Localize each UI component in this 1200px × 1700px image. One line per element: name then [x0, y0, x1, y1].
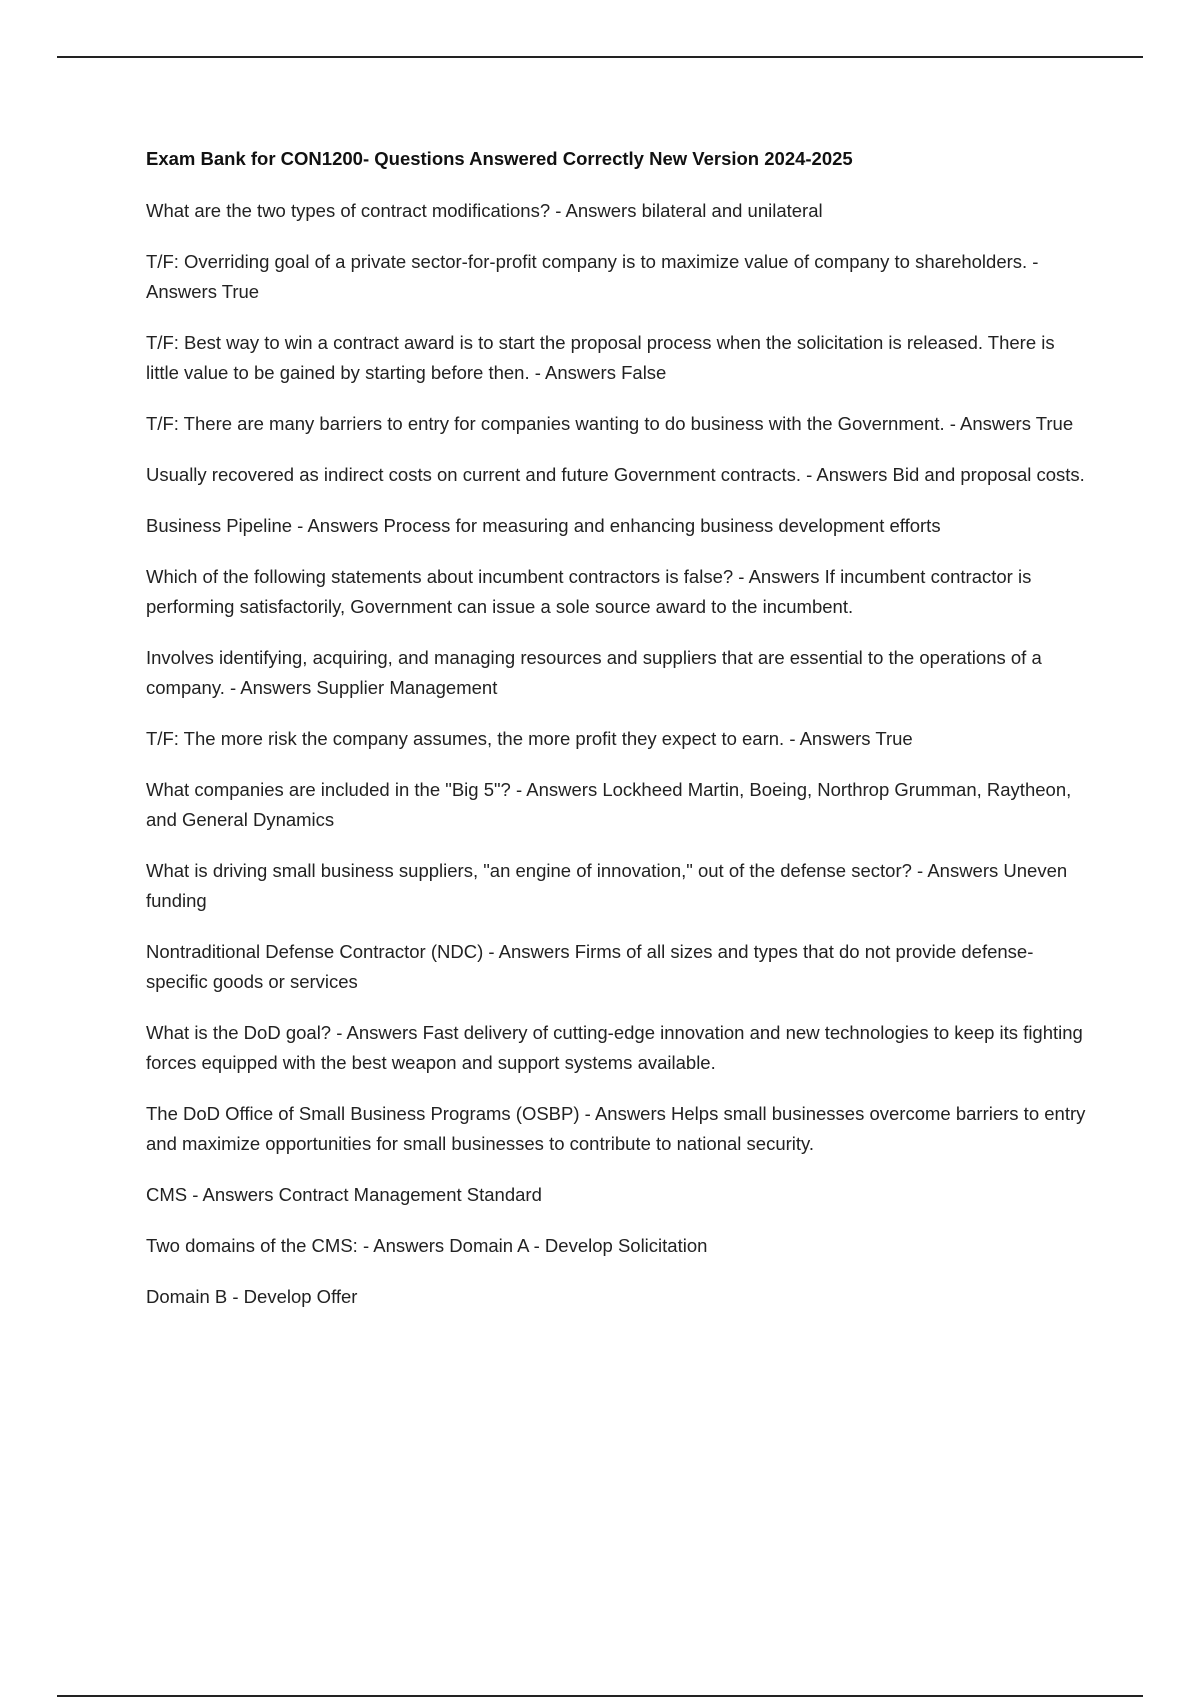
footer-rule [57, 1695, 1143, 1697]
qa-item-12: Nontraditional Defense Contractor (NDC) - Answers Firms of all sizes and types that do not provide defense-specific goods or services [146, 941, 1034, 992]
qa-item-17: Domain B - Develop Offer [146, 1286, 358, 1307]
qa-item-7: Which of the following statements about incumbent contractors is false? - Answers If incumbent contractor is performing satisfactorily, Government can issue a sole source award to the incumbent. [146, 566, 1032, 617]
qa-item-11: What is driving small business suppliers, "an engine of innovation," out of the defense sector? - Answers Uneven funding [146, 860, 1068, 911]
qa-item-8: Involves identifying, acquiring, and managing resources and suppliers that are essential to the operations of a company. - Answers Supplier Management [146, 647, 1042, 698]
qa-item-15: CMS - Answers Contract Management Standard [146, 1184, 542, 1205]
qa-item-2: T/F: Overriding goal of a private sector-for-profit company is to maximize value of company to shareholders. - Answers True [146, 251, 1039, 302]
qa-item-14: The DoD Office of Small Business Programs (OSBP) - Answers Helps small businesses overcome barriers to entry and maximize opportunities for small businesses to contribute to national security. [146, 1103, 1086, 1154]
qa-item-9: T/F: The more risk the company assumes, the more profit they expect to earn. - Answers True [146, 728, 913, 749]
qa-item-1: What are the two types of contract modifications? - Answers bilateral and unilateral [146, 200, 823, 221]
qa-item-3: T/F: Best way to win a contract award is to start the proposal process when the solicitation is released. There is little value to be gained by starting before then. - Answers False [146, 332, 1055, 383]
document-body [146, 146, 1091, 1333]
qa-item-10: What companies are included in the "Big 5"? - Answers Lockheed Martin, Boeing, Northrop Grumman, Raytheon, and General Dynamics [146, 779, 1072, 830]
qa-item-4: T/F: There are many barriers to entry for companies wanting to do business with the Government. - Answers True [146, 413, 1074, 434]
qa-item-5: Usually recovered as indirect costs on current and future Government contracts. - Answers Bid and proposal costs. [146, 464, 1085, 485]
document-title: Exam Bank for CON1200- Questions Answered Correctly New Version 2024-2025 [146, 148, 853, 169]
qa-item-6: Business Pipeline - Answers Process for measuring and enhancing business development efforts [146, 515, 941, 536]
header-rule [57, 56, 1143, 58]
qa-item-16: Two domains of the CMS: - Answers Domain A - Develop Solicitation [146, 1235, 708, 1256]
qa-item-13: What is the DoD goal? - Answers Fast delivery of cutting-edge innovation and new technologies to keep its fighting forces equipped with the best weapon and support systems available. [146, 1022, 1083, 1073]
